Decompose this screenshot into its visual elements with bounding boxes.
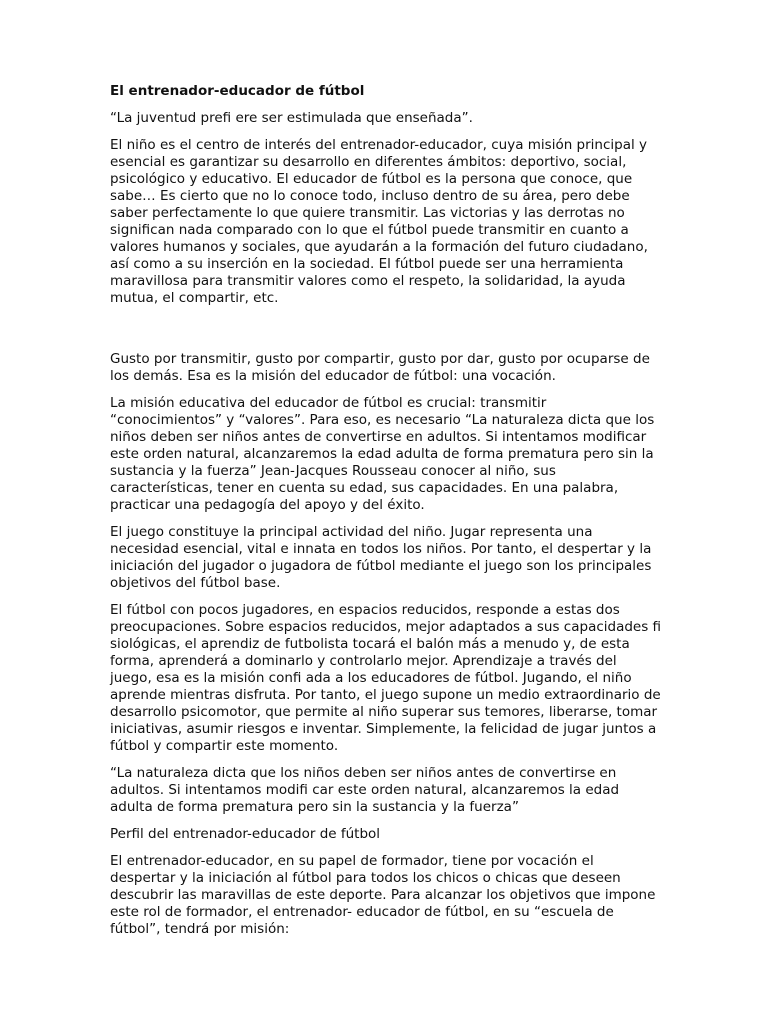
- paragraph-1: El niño es el centro de interés del entrenador-educador, cuya misión principal y esencial es garantizar su desarrollo en diferentes ámbitos: deportivo, social, psicológico y educativo. El educador de fútbol es la persona que conoce, que sabe… Es cierto que no lo conoce todo, incluso dentro de su área, pero debe saber perfectamente lo que quiere transmitir. Las victorias y las derrotas no significan nada comparado con lo que el fútbol puede transmitir en cuanto a valores humanos y sociales, que ayudarán a la formación del futuro ciudadano, así como a su inserción en la sociedad. El fútbol puede ser una herramienta maravillosa para transmitir valores como el respeto, la solidaridad, la ayuda mutua, el compartir, etc.: [110, 137, 648, 306]
- paragraph-gap: [110, 317, 662, 351]
- paragraph-6-quote: “La naturaleza dicta que los niños deben ser niños antes de convertirse en adultos. Si intentamos modifi car este orden natural, alcanzaremos la edad adulta de forma prematura pero sin la sustancia y la fuerza”: [110, 765, 620, 815]
- document-page: [110, 83, 662, 948]
- paragraph-2: Gusto por transmitir, gusto por compartir, gusto por dar, gusto por ocuparse de los demás. Esa es la misión del educador de fútbol: una vocación.: [110, 351, 650, 384]
- section-subheading: Perfil del entrenador-educador de fútbol: [110, 826, 381, 842]
- paragraph-7: El entrenador-educador, en su papel de formador, tiene por vocación el despertar y la iniciación al fútbol para todos los chicos o chicas que deseen descubrir las maravillas de este deporte. Para alcanzar los objetivos que impone este rol de formador, el entrenador- educador de fútbol, en su “escuela de fútbol”, tendrá por misión:: [110, 853, 656, 937]
- paragraph-3: La misión educativa del educador de fútbol es crucial: transmitir “conocimientos” y “valores”. Para eso, es necesario “La naturaleza dicta que los niños deben ser niños antes de convertirse en adultos. Si intentamos modificar este orden natural, alcanzaremos la edad adulta de forma prematura pero sin la sustancia y la fuerza” Jean-Jacques Rousseau conocer al niño, sus características, tener en cuenta su edad, sus capacidades. En una palabra, practicar una pedagogía del apoyo y del éxito.: [110, 395, 655, 513]
- paragraph-4: El juego constituye la principal actividad del niño. Jugar representa una necesidad esencial, vital e innata en todos los niños. Por tanto, el despertar y la iniciación del jugador o jugadora de fútbol mediante el juego son los principales objetivos del fútbol base.: [110, 524, 652, 591]
- opening-quote: “La juventud prefi ere ser estimulada que enseñada”.: [110, 110, 473, 126]
- document-title: El entrenador-educador de fútbol: [110, 83, 365, 99]
- paragraph-5: El fútbol con pocos jugadores, en espacios reducidos, responde a estas dos preocupaciones. Sobre espacios reducidos, mejor adaptados a sus capacidades fi siológicas, el aprendiz de futbolista tocará el balón más a menudo y, de esta forma, aprenderá a dominarlo y controlarlo mejor. Aprendizaje a través del juego, esa es la misión confi ada a los educadores de fútbol. Jugando, el niño aprende mientras disfruta. Por tanto, el juego supone un medio extraordinario de desarrollo psicomotor, que permite al niño superar sus temores, liberarse, tomar iniciativas, asumir riesgos e inventar. Simplemente, la felicidad de jugar juntos a fútbol y compartir este momento.: [110, 602, 662, 754]
